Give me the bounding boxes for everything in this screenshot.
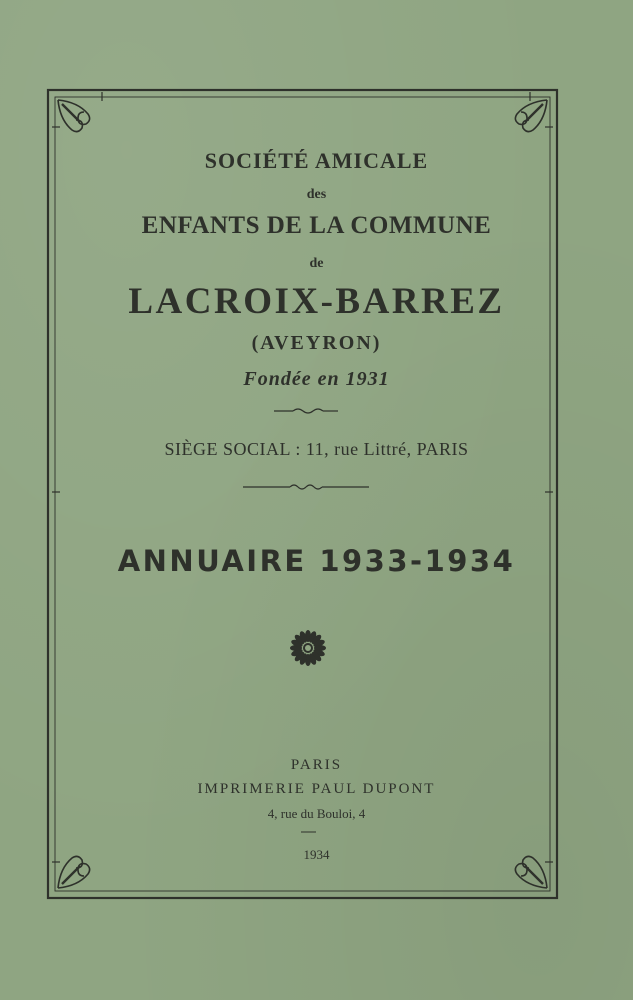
town-name: LACROIX-BARREZ: [128, 281, 505, 322]
corner-ornament-icon: [58, 100, 90, 132]
founded-date: Fondée en 1931: [243, 368, 390, 390]
flourish-divider-icon: [274, 409, 338, 413]
flourish-divider-icon: [243, 485, 369, 489]
imprint-address: 4, rue du Bouloi, 4: [267, 806, 366, 821]
imprint-year: 1934: [303, 847, 330, 862]
connector-des: des: [306, 187, 327, 202]
imprint-printer: IMPRIMERIE PAUL DUPONT: [197, 781, 436, 797]
connector-de: de: [309, 256, 324, 271]
rosette-icon: [290, 630, 326, 666]
imprint-city: PARIS: [290, 757, 343, 773]
department-name: (AVEYRON): [251, 332, 382, 354]
society-subtitle: ENFANTS DE LA COMMUNE: [141, 212, 492, 239]
yearbook-title: ANNUAIRE 1933-1934: [117, 544, 516, 578]
head-office-address: SIÈGE SOCIAL : 11, rue Littré, PARIS: [164, 439, 469, 459]
corner-ornament-icon: [515, 100, 547, 132]
society-name: SOCIÉTÉ AMICALE: [204, 148, 429, 173]
